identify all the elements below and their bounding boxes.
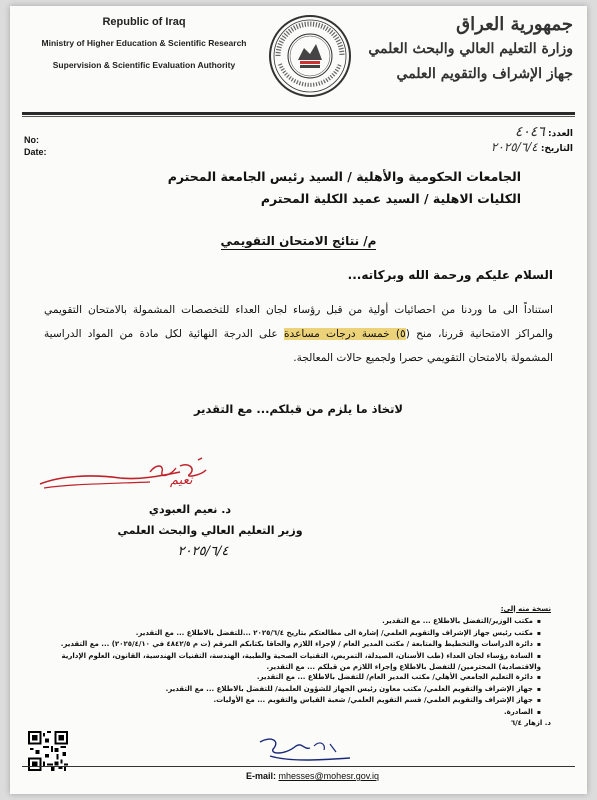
copies-list	[51, 604, 551, 728]
body-text-part1: استناداً الى ما وردنا من احصائيات أولية من قبل رؤساء لجان العداء للتخصصات المشمولة بالامتحان التقويمي والمراكز الامتحانية قررنا، منح (	[44, 304, 553, 340]
date-label-ar: التاريخ:	[540, 144, 573, 154]
greeting: السلام عليكم ورحمة الله وبركاته...	[347, 268, 553, 282]
footer-email	[246, 771, 379, 781]
footer-divider	[22, 766, 575, 767]
highlighted-grade-digit: ٥	[400, 328, 406, 340]
reference-labels-en	[24, 134, 47, 158]
body-text-part2: على الدرجة النهائية لكل مادة من المواد الدراسية المشمولة بالامتحان التقويمي حصرا ولجميع حالات المعالجة.	[44, 328, 553, 364]
header-divider	[22, 112, 575, 115]
subject-line	[10, 234, 587, 248]
document-page	[10, 6, 587, 794]
header-en-ministry: Ministry of Higher Education & Scientific Research	[41, 38, 247, 48]
header-en-authority: Supervision & Scientific Evaluation Authority	[52, 60, 236, 70]
number-label-en: No:	[24, 135, 39, 145]
addressee-universities: الجامعات الحكومية والأهلية / السيد رئيس الجامعة المحترم	[167, 169, 521, 184]
signatory-title: وزير التعليم العالي والبحث العلمي	[117, 524, 303, 537]
copy-item: ▪ جهاز الإشراف والتقويم العلمي/ مكتب معاون رئيس الجهاز للشؤون العلمية/ للتفضل بالاطلاع ... مع التقدير.	[51, 684, 541, 695]
copies-heading: نسخة منه إلى:	[500, 605, 551, 613]
body-paragraph	[44, 298, 553, 370]
ministry-seal-logo	[268, 14, 352, 98]
qr-code-icon	[28, 731, 68, 771]
copy-item: ▪ دائرة التعليم الجامعي الأهلي/ مكتب المدير العام/ للتفضل بالاطلاع ... مع التقدير.	[51, 672, 541, 683]
signatory-name: د. نعيم العبودي	[148, 503, 232, 516]
document-date: ٢٠٢٥/٦/٤	[490, 140, 538, 154]
copy-item: ▪ الصادرة.	[51, 707, 541, 718]
header-ar-country: جمهورية العراق	[456, 14, 573, 35]
copy-item: ▪ مكتب رئيس جهاز الإشراف والتقويم العلمي/ إشارة الى مطالعتكم بتاريخ ٢٠٢٥/٦/٤ ...للتفضل بالاطلاع ... مع التقدير.	[51, 628, 541, 639]
highlighted-grades: ) خمسة درجات مساعدة	[283, 328, 401, 340]
date-label-en: Date:	[24, 147, 47, 157]
header-ar-ministry: وزارة التعليم العالي والبحث العلمي	[368, 41, 573, 57]
email-label: E-mail:	[246, 771, 277, 781]
copy-item: ▪ دائرة الدراسات والتخطيط والمتابعة / مكتب المدير العام / لإجراء اللازم والحاقا بكتابكم المرقم (ت م ٤٨٤٢/٥ في ٢٠٢٥/٤/١٠) ... مع التقدير.	[51, 639, 541, 650]
signature-date: ٢٠٢٥/٦/٤	[177, 544, 229, 559]
header-en-country: Republic of Iraq	[102, 16, 186, 28]
copies-initials: د. ازهار ٦/٤	[510, 719, 551, 728]
addressee-colleges: الكليات الاهلية / السيد عميد الكلية المحترم	[260, 191, 521, 206]
email-link[interactable]: mhesses@mohesr.gov.iq	[278, 771, 380, 781]
header-divider-thin	[22, 116, 575, 117]
number-label-ar: العدد:	[548, 129, 573, 139]
subject-text: م/ نتائج الامتحان التقويمي	[220, 234, 377, 248]
copy-item: ▪ مكتب الوزير/التفضل بالاطلاع ... مع التقدير.	[51, 616, 541, 627]
copy-item: ▪ جهاز الإشراف والتقويم العلمي/ قسم التقويم العلمي/ شعبة القياس والتقويم ... مع الأوليات.	[51, 695, 541, 706]
closing-line: لاتخاذ ما يلزم من قبلكم... مع التقدير	[194, 402, 403, 416]
copy-item: ▪ السادة رؤساء لجان العداء (طب الأسنان، الصيدلة، التمريض، التقنيات الصحية والطبية، الهندسة، التقنيات الهندسية، القانون، العلوم الإدارية والاقتصادية) المحترمين/ للتفضل بالاطلاع وإجراء اللازم من قبلكم ... مع التقدير.	[51, 651, 541, 673]
header-ar-authority: جهاز الإشراف والتقويم العلمي	[396, 66, 573, 82]
signature-handwriting: نعيم	[170, 473, 193, 488]
document-number: ٤٠٤٦	[514, 124, 545, 140]
header-english	[24, 16, 264, 70]
header-arabic	[353, 14, 573, 82]
reference-labels-ar	[413, 126, 573, 156]
